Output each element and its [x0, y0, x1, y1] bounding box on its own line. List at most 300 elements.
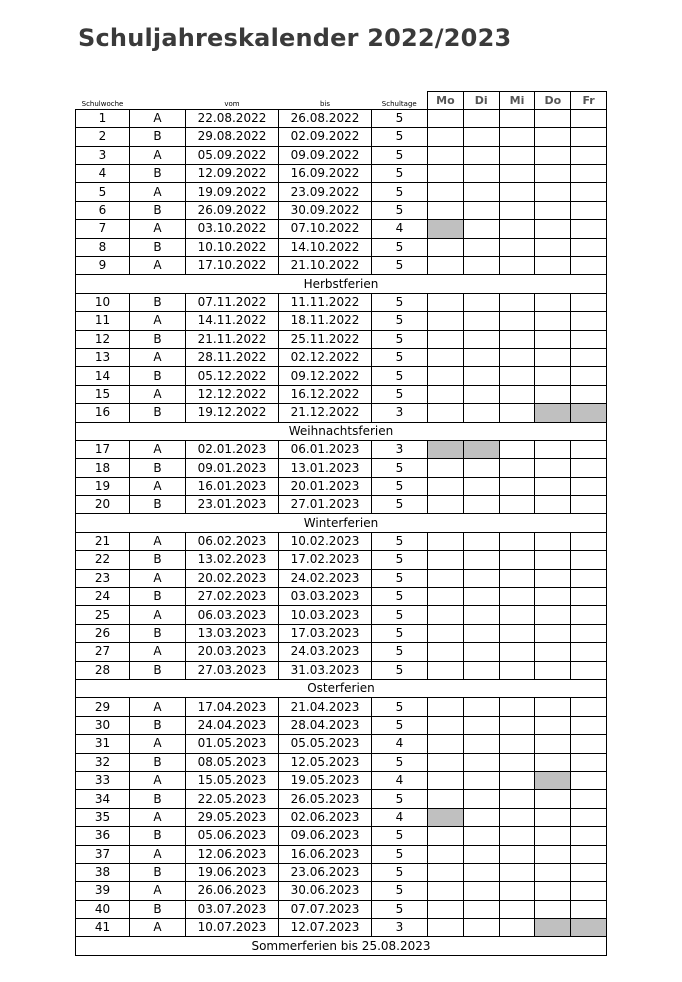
day-cell-di [463, 716, 499, 734]
week-from: 22.05.2023 [186, 790, 279, 808]
day-cell-mi [499, 808, 535, 826]
day-cell-do [535, 863, 571, 881]
day-cell-do [535, 808, 571, 826]
day-cell-mi [499, 385, 535, 403]
day-cell-mi [499, 257, 535, 275]
day-cell-do [535, 643, 571, 661]
day-cell-do [535, 698, 571, 716]
week-ab: A [130, 385, 186, 403]
week-number: 4 [76, 165, 130, 183]
day-cell-di [463, 330, 499, 348]
week-number: 31 [76, 735, 130, 753]
week-ab: A [130, 698, 186, 716]
week-ab: A [130, 477, 186, 495]
week-school-days: 4 [372, 808, 428, 826]
week-school-days: 5 [372, 790, 428, 808]
day-cell-mo [428, 367, 464, 385]
week-to: 13.01.2023 [279, 459, 372, 477]
day-cell-mo [428, 569, 464, 587]
day-cell-mi [499, 551, 535, 569]
holiday-label: Osterferien [76, 680, 607, 698]
day-cell-do [535, 790, 571, 808]
week-row [76, 109, 607, 127]
day-cell-do [535, 201, 571, 219]
day-cell-mi [499, 863, 535, 881]
week-row [76, 624, 607, 642]
week-school-days: 5 [372, 882, 428, 900]
week-from: 10.07.2023 [186, 919, 279, 937]
day-cell-do [535, 900, 571, 918]
week-number: 28 [76, 661, 130, 679]
week-to: 19.05.2023 [279, 771, 372, 789]
week-to: 09.12.2022 [279, 367, 372, 385]
week-from: 17.10.2022 [186, 257, 279, 275]
day-cell-do [535, 771, 571, 789]
week-number: 38 [76, 863, 130, 881]
day-cell-di [463, 201, 499, 219]
week-to: 26.08.2022 [279, 109, 372, 127]
week-from: 13.03.2023 [186, 624, 279, 642]
day-cell-do [535, 477, 571, 495]
day-cell-fr [571, 496, 607, 514]
week-from: 29.08.2022 [186, 128, 279, 146]
week-school-days: 5 [372, 698, 428, 716]
day-cell-mi [499, 845, 535, 863]
week-to: 02.12.2022 [279, 348, 372, 366]
week-row [76, 735, 607, 753]
day-cell-mo [428, 404, 464, 422]
week-row [76, 128, 607, 146]
header-days: Schultage [372, 92, 428, 110]
week-school-days: 5 [372, 128, 428, 146]
week-number: 27 [76, 643, 130, 661]
week-row [76, 771, 607, 789]
day-cell-fr [571, 293, 607, 311]
week-ab: B [130, 900, 186, 918]
day-cell-di [463, 238, 499, 256]
week-number: 33 [76, 771, 130, 789]
week-number: 7 [76, 220, 130, 238]
week-row [76, 312, 607, 330]
day-cell-fr [571, 238, 607, 256]
day-cell-mi [499, 496, 535, 514]
week-ab: A [130, 532, 186, 550]
day-cell-mi [499, 109, 535, 127]
holiday-label: Herbstferien [76, 275, 607, 293]
week-school-days: 5 [372, 330, 428, 348]
day-cell-fr [571, 771, 607, 789]
day-cell-di [463, 367, 499, 385]
day-cell-do [535, 404, 571, 422]
day-cell-fr [571, 109, 607, 127]
day-cell-fr [571, 348, 607, 366]
week-number: 19 [76, 477, 130, 495]
week-row [76, 698, 607, 716]
header-row [76, 92, 607, 110]
day-cell-mo [428, 165, 464, 183]
day-cell-fr [571, 808, 607, 826]
day-cell-mo [428, 698, 464, 716]
week-school-days: 5 [372, 845, 428, 863]
day-cell-fr [571, 863, 607, 881]
day-cell-mo [428, 293, 464, 311]
day-cell-mi [499, 312, 535, 330]
week-number: 6 [76, 201, 130, 219]
week-school-days: 5 [372, 238, 428, 256]
day-cell-di [463, 735, 499, 753]
day-cell-di [463, 257, 499, 275]
week-to: 21.12.2022 [279, 404, 372, 422]
week-ab: A [130, 146, 186, 164]
week-school-days: 5 [372, 312, 428, 330]
week-school-days: 5 [372, 165, 428, 183]
day-cell-mo [428, 882, 464, 900]
week-to: 23.06.2023 [279, 863, 372, 881]
week-row [76, 827, 607, 845]
day-cell-fr [571, 128, 607, 146]
week-from: 20.03.2023 [186, 643, 279, 661]
day-cell-do [535, 146, 571, 164]
week-school-days: 5 [372, 201, 428, 219]
day-cell-mi [499, 532, 535, 550]
week-to: 18.11.2022 [279, 312, 372, 330]
week-from: 26.06.2023 [186, 882, 279, 900]
day-cell-mi [499, 459, 535, 477]
day-cell-di [463, 165, 499, 183]
day-cell-di [463, 459, 499, 477]
day-cell-di [463, 532, 499, 550]
day-cell-di [463, 753, 499, 771]
week-number: 25 [76, 606, 130, 624]
day-cell-mi [499, 661, 535, 679]
week-to: 30.09.2022 [279, 201, 372, 219]
day-cell-mo [428, 919, 464, 937]
week-ab: A [130, 440, 186, 458]
week-school-days: 3 [372, 919, 428, 937]
week-school-days: 4 [372, 735, 428, 753]
week-ab: B [130, 790, 186, 808]
day-cell-mi [499, 753, 535, 771]
week-to: 06.01.2023 [279, 440, 372, 458]
day-cell-mi [499, 348, 535, 366]
week-row [76, 330, 607, 348]
week-number: 32 [76, 753, 130, 771]
week-school-days: 5 [372, 385, 428, 403]
day-cell-di [463, 385, 499, 403]
day-cell-do [535, 845, 571, 863]
week-to: 17.02.2023 [279, 551, 372, 569]
week-school-days: 5 [372, 551, 428, 569]
week-number: 8 [76, 238, 130, 256]
week-from: 05.09.2022 [186, 146, 279, 164]
day-cell-do [535, 293, 571, 311]
week-to: 23.09.2022 [279, 183, 372, 201]
week-ab: A [130, 312, 186, 330]
day-cell-mi [499, 183, 535, 201]
day-cell-do [535, 312, 571, 330]
holiday-row [76, 275, 607, 293]
day-cell-mo [428, 900, 464, 918]
week-from: 27.02.2023 [186, 588, 279, 606]
week-school-days: 5 [372, 624, 428, 642]
week-ab: A [130, 919, 186, 937]
day-cell-fr [571, 845, 607, 863]
day-cell-mo [428, 588, 464, 606]
week-row [76, 863, 607, 881]
week-from: 22.08.2022 [186, 109, 279, 127]
week-from: 05.06.2023 [186, 827, 279, 845]
day-cell-di [463, 496, 499, 514]
week-to: 24.03.2023 [279, 643, 372, 661]
day-cell-mo [428, 201, 464, 219]
week-number: 15 [76, 385, 130, 403]
day-cell-fr [571, 919, 607, 937]
week-from: 03.10.2022 [186, 220, 279, 238]
day-cell-di [463, 863, 499, 881]
day-cell-di [463, 128, 499, 146]
day-cell-mo [428, 348, 464, 366]
week-row [76, 348, 607, 366]
week-school-days: 5 [372, 146, 428, 164]
week-number: 23 [76, 569, 130, 587]
day-cell-fr [571, 165, 607, 183]
week-school-days: 5 [372, 109, 428, 127]
day-cell-do [535, 569, 571, 587]
week-school-days: 5 [372, 569, 428, 587]
week-ab: A [130, 643, 186, 661]
day-cell-mo [428, 220, 464, 238]
day-cell-di [463, 551, 499, 569]
week-school-days: 5 [372, 863, 428, 881]
day-cell-di [463, 569, 499, 587]
day-cell-do [535, 827, 571, 845]
week-school-days: 5 [372, 459, 428, 477]
day-cell-mi [499, 440, 535, 458]
week-school-days: 5 [372, 661, 428, 679]
week-to: 12.05.2023 [279, 753, 372, 771]
header-to: bis [279, 92, 372, 110]
day-cell-do [535, 257, 571, 275]
day-cell-mi [499, 606, 535, 624]
week-from: 16.01.2023 [186, 477, 279, 495]
week-row [76, 385, 607, 403]
week-row [76, 900, 607, 918]
day-cell-mo [428, 146, 464, 164]
week-row [76, 808, 607, 826]
week-school-days: 4 [372, 220, 428, 238]
day-cell-fr [571, 367, 607, 385]
week-from: 23.01.2023 [186, 496, 279, 514]
day-cell-do [535, 165, 571, 183]
day-cell-mo [428, 183, 464, 201]
week-ab: A [130, 220, 186, 238]
day-cell-di [463, 312, 499, 330]
day-cell-mo [428, 238, 464, 256]
week-from: 27.03.2023 [186, 661, 279, 679]
week-to: 21.04.2023 [279, 698, 372, 716]
day-cell-di [463, 183, 499, 201]
day-cell-mo [428, 257, 464, 275]
week-row [76, 367, 607, 385]
week-ab: A [130, 845, 186, 863]
week-to: 26.05.2023 [279, 790, 372, 808]
week-to: 24.02.2023 [279, 569, 372, 587]
day-cell-do [535, 348, 571, 366]
day-cell-di [463, 220, 499, 238]
week-ab: B [130, 551, 186, 569]
day-cell-di [463, 293, 499, 311]
week-ab: A [130, 348, 186, 366]
day-cell-di [463, 845, 499, 863]
day-cell-mo [428, 863, 464, 881]
holiday-label: Weihnachtsferien [76, 422, 607, 440]
week-school-days: 5 [372, 753, 428, 771]
week-from: 24.04.2023 [186, 716, 279, 734]
day-cell-mo [428, 624, 464, 642]
week-row [76, 220, 607, 238]
day-cell-fr [571, 312, 607, 330]
week-to: 16.12.2022 [279, 385, 372, 403]
day-cell-mi [499, 477, 535, 495]
week-from: 19.12.2022 [186, 404, 279, 422]
day-cell-fr [571, 790, 607, 808]
week-ab: A [130, 735, 186, 753]
day-cell-do [535, 238, 571, 256]
week-school-days: 5 [372, 183, 428, 201]
week-from: 17.04.2023 [186, 698, 279, 716]
week-to: 02.06.2023 [279, 808, 372, 826]
week-to: 02.09.2022 [279, 128, 372, 146]
day-cell-fr [571, 643, 607, 661]
day-cell-do [535, 109, 571, 127]
week-number: 11 [76, 312, 130, 330]
day-cell-mi [499, 201, 535, 219]
week-from: 06.03.2023 [186, 606, 279, 624]
day-cell-mi [499, 367, 535, 385]
day-cell-fr [571, 459, 607, 477]
day-cell-di [463, 109, 499, 127]
week-from: 29.05.2023 [186, 808, 279, 826]
holiday-row [76, 422, 607, 440]
day-cell-mo [428, 606, 464, 624]
day-cell-mi [499, 827, 535, 845]
day-cell-do [535, 459, 571, 477]
week-to: 27.01.2023 [279, 496, 372, 514]
week-ab: B [130, 165, 186, 183]
week-from: 19.06.2023 [186, 863, 279, 881]
day-cell-mo [428, 661, 464, 679]
week-number: 13 [76, 348, 130, 366]
week-from: 20.02.2023 [186, 569, 279, 587]
day-cell-do [535, 220, 571, 238]
day-cell-do [535, 367, 571, 385]
day-cell-fr [571, 146, 607, 164]
week-school-days: 5 [372, 643, 428, 661]
week-ab: A [130, 257, 186, 275]
week-ab: B [130, 753, 186, 771]
day-cell-mi [499, 882, 535, 900]
week-ab: A [130, 606, 186, 624]
week-ab: B [130, 404, 186, 422]
week-row [76, 440, 607, 458]
week-ab: B [130, 238, 186, 256]
week-number: 21 [76, 532, 130, 550]
day-cell-do [535, 753, 571, 771]
week-number: 34 [76, 790, 130, 808]
day-cell-mo [428, 735, 464, 753]
header-ab [130, 92, 186, 110]
day-cell-fr [571, 735, 607, 753]
week-row [76, 183, 607, 201]
week-ab: B [130, 827, 186, 845]
day-cell-mi [499, 220, 535, 238]
holiday-row [76, 514, 607, 532]
week-from: 05.12.2022 [186, 367, 279, 385]
day-cell-di [463, 477, 499, 495]
day-cell-fr [571, 588, 607, 606]
week-row [76, 165, 607, 183]
day-cell-di [463, 588, 499, 606]
day-cell-fr [571, 716, 607, 734]
day-cell-mi [499, 643, 535, 661]
day-cell-do [535, 551, 571, 569]
day-cell-fr [571, 201, 607, 219]
week-from: 03.07.2023 [186, 900, 279, 918]
week-school-days: 5 [372, 348, 428, 366]
day-cell-fr [571, 440, 607, 458]
week-from: 15.05.2023 [186, 771, 279, 789]
day-cell-mi [499, 771, 535, 789]
day-cell-di [463, 348, 499, 366]
week-row [76, 257, 607, 275]
week-number: 41 [76, 919, 130, 937]
day-cell-mo [428, 312, 464, 330]
week-from: 14.11.2022 [186, 312, 279, 330]
week-to: 17.03.2023 [279, 624, 372, 642]
day-cell-fr [571, 753, 607, 771]
week-from: 28.11.2022 [186, 348, 279, 366]
day-cell-do [535, 716, 571, 734]
day-cell-mo [428, 385, 464, 403]
week-to: 12.07.2023 [279, 919, 372, 937]
week-school-days: 5 [372, 900, 428, 918]
week-row [76, 606, 607, 624]
week-number: 12 [76, 330, 130, 348]
day-cell-mi [499, 790, 535, 808]
day-cell-mi [499, 569, 535, 587]
week-ab: B [130, 330, 186, 348]
week-ab: A [130, 183, 186, 201]
week-number: 14 [76, 367, 130, 385]
day-cell-mo [428, 808, 464, 826]
day-cell-di [463, 404, 499, 422]
week-to: 05.05.2023 [279, 735, 372, 753]
day-cell-di [463, 808, 499, 826]
week-ab: B [130, 716, 186, 734]
week-from: 26.09.2022 [186, 201, 279, 219]
week-ab: B [130, 459, 186, 477]
school-calendar-table [75, 91, 607, 956]
day-cell-fr [571, 900, 607, 918]
day-cell-fr [571, 661, 607, 679]
week-from: 01.05.2023 [186, 735, 279, 753]
week-row [76, 404, 607, 422]
week-to: 16.06.2023 [279, 845, 372, 863]
week-to: 07.07.2023 [279, 900, 372, 918]
week-ab: B [130, 588, 186, 606]
day-cell-fr [571, 477, 607, 495]
day-cell-do [535, 128, 571, 146]
